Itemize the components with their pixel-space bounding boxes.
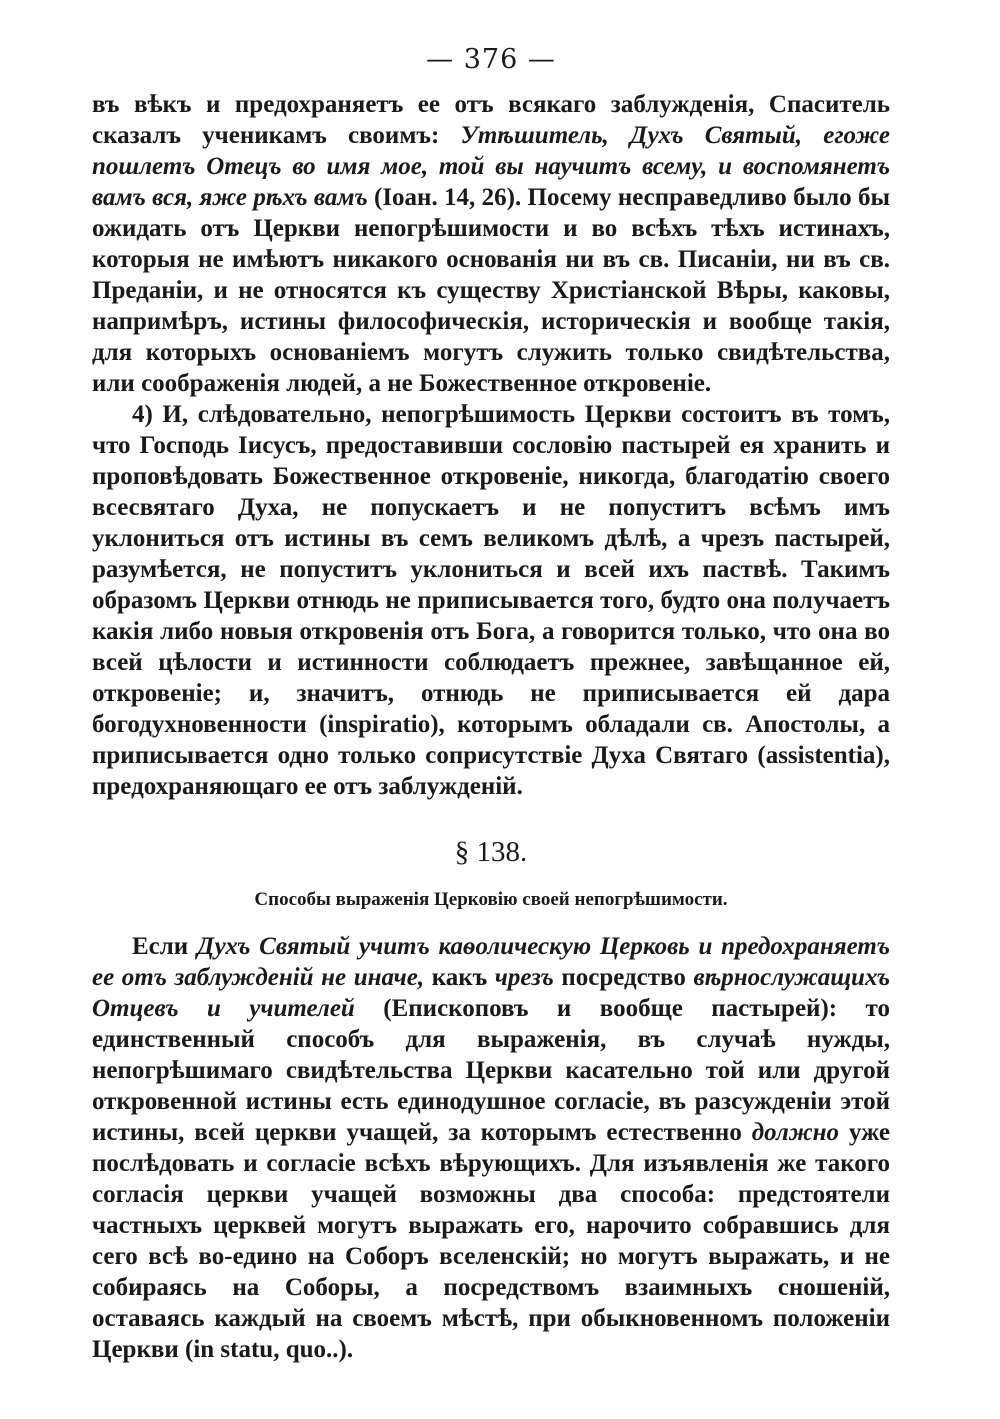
paragraph-section-body (92, 931, 890, 1365)
italic-phrase: должно (751, 1119, 840, 1146)
paragraph-text: въ вѣкъ и предохраняетъ ее отъ всякаго заблужденія, Спаситель сказалъ ученикамъ своимъ: (92, 91, 890, 149)
scripture-quote: Утѣшитель, Духъ Святый, егоже пошлетъ Отецъ во имя мое, той вы научитъ всему, и воспомянетъ вамъ вся, яже рѣхъ вамъ (92, 122, 890, 211)
paragraph-point-4: 4) И, слѣдовательно, непогрѣшимость Церкви состоитъ въ томъ, что Господь Іисусъ, предоставивши сословію пастырей ея хранить и проповѣдовать Божественное откровеніе, никогда, благодатію своего всесвятаго Духа, не попускаетъ и не попуститъ всѣмъ имъ уклониться отъ истины въ семъ великомъ дѣлѣ, а чрезъ пастырей, разумѣется, не попуститъ уклониться и всей ихъ паствѣ. Такимъ образомъ Церкви отнюдь не приписывается того, будто она получаетъ какія либо новыя откровенія отъ Бога, а говорится только, что она во всей цѣлости и истинности соблюдаетъ прежнее, завѣщанное ей, откровеніе; и, значитъ, отнюдь не приписывается ей дара богодухновенности (inspiratio), которымъ обладали св. Апостолы, а приписывается одно только соприсутствіе Духа Святаго (assistentia), предохраняющаго ее отъ заблужденій. (92, 401, 890, 800)
paragraph-text: какъ (424, 964, 495, 991)
paragraph-text: Если (132, 933, 197, 960)
section-number: § 138. (454, 836, 528, 868)
page-number: — 376 — (426, 44, 556, 75)
paragraph-text: (Епископовъ и вообще пастырей): то единственный способъ для выраженія, въ случаѣ нужды, непогрѣшимаго свидѣтельства Церкви касательно той или другой откровенной истины есть единодушное согласіе, въ разсужденіи этой истины, всей церкви учащей, за которымъ естественно (92, 995, 890, 1146)
italic-phrase: Духъ Святый учитъ каѳолическую Церковь и предохраняетъ ее отъ заблужденій не иначе, (92, 933, 891, 991)
italic-phrase: вѣрнослужащихъ Отцевъ и учителей (92, 964, 890, 1022)
italic-phrase: чрезъ (494, 964, 554, 991)
section-title: Способы выраженія Церковію своей непогрѣшимости. (254, 889, 728, 910)
paragraph-text: уже послѣдовать и согласіе всѣхъ вѣрующихъ. Для изъявленія же такого согласія церкви учащей возможны два способа: предстоятели частныхъ церквей могутъ выражать его, нарочито собравшись для сего всѣ во-едино на Соборъ вселенскій; но могутъ выражать, и не собираясь на Соборы, а посредствомъ взаимныхъ сношеній, оставаясь каждый на своемъ мѣстѣ, при обыкновенномъ положеніи Церкви (in statu, quo..). (92, 1119, 890, 1363)
paragraph-text: (Іоан. 14, 26). Посему несправедливо было бы ожидать отъ Церкви непогрѣшимости и во всѣхъ тѣхъ истинахъ, которыя не имѣютъ никакого основанія ни въ св. Писаніи, ни въ св. Преданіи, и не относятся къ существу Христіанской Вѣры, каковы, напримѣръ, истины философическія, историческія и вообще такія, для которыхъ основаніемъ могутъ служить только свидѣтельства, или соображенія людей, а не Божественное откровеніе. (92, 184, 890, 397)
paragraph-text: посредство (553, 964, 694, 991)
paragraph-continuation (92, 89, 890, 399)
